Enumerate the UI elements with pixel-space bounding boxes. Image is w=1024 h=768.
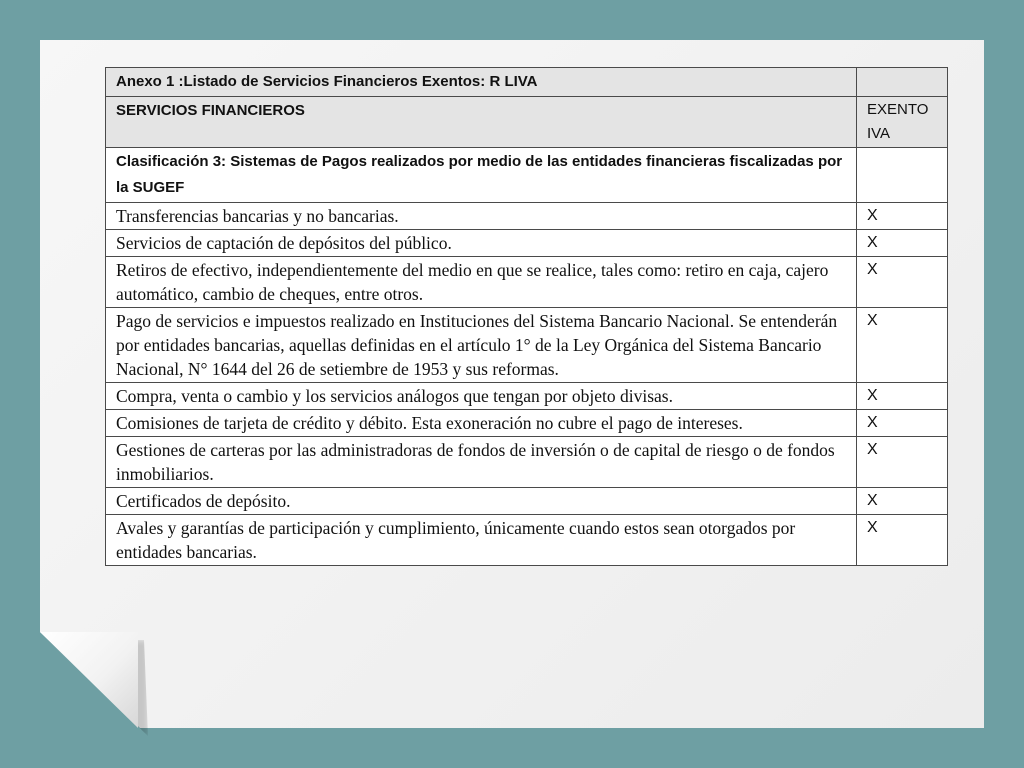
table-row bbox=[106, 230, 948, 257]
service-cell: Compra, venta o cambio y los servicios análogos que tengan por objeto divisas. bbox=[106, 383, 857, 410]
table-row bbox=[106, 383, 948, 410]
classification-row bbox=[106, 148, 948, 203]
exempt-mark: X bbox=[857, 410, 948, 437]
service-cell: Avales y garantías de participación y cumplimiento, únicamente cuando estos sean otorgados por entidades bancarias. bbox=[106, 515, 857, 566]
table-row bbox=[106, 410, 948, 437]
classification-label: Clasificación 3: Sistemas de Pagos realizados por medio de las entidades financieras fiscalizadas por la SUGEF bbox=[106, 148, 857, 203]
exempt-column-header bbox=[857, 97, 948, 148]
exempt-mark: X bbox=[857, 230, 948, 257]
exempt-services-table bbox=[105, 67, 948, 566]
exempt-header-line2: IVA bbox=[867, 125, 891, 142]
table-row bbox=[106, 257, 948, 308]
table-title: Anexo 1 :Listado de Servicios Financieros Exentos: R LIVA bbox=[106, 68, 857, 97]
service-cell: Retiros de efectivo, independientemente del medio en que se realice, tales como: retiro en caja, cajero automático, cambio de cheques, entre otros. bbox=[106, 257, 857, 308]
header-row bbox=[106, 97, 948, 148]
exempt-mark: X bbox=[857, 488, 948, 515]
services-column-header: SERVICIOS FINANCIEROS bbox=[106, 97, 857, 148]
table-row bbox=[106, 437, 948, 488]
service-cell: Comisiones de tarjeta de crédito y débito. Esta exoneración no cubre el pago de intereses. bbox=[106, 410, 857, 437]
exempt-mark: X bbox=[857, 203, 948, 230]
exempt-mark: X bbox=[857, 515, 948, 566]
exempt-mark: X bbox=[857, 437, 948, 488]
exempt-mark: X bbox=[857, 383, 948, 410]
table-row bbox=[106, 488, 948, 515]
service-cell: Transferencias bancarias y no bancarias. bbox=[106, 203, 857, 230]
classification-empty-cell bbox=[857, 148, 948, 203]
exempt-mark: X bbox=[857, 308, 948, 383]
service-cell: Certificados de depósito. bbox=[106, 488, 857, 515]
service-cell: Pago de servicios e impuestos realizado en Instituciones del Sistema Bancario Nacional. Se entenderán por entidades bancarias, aquellas definidas en el artículo 1° de la Ley Orgánica del Sistema Bancario Nacional, N° 1644 del 26 de setiembre de 1953 y sus reformas. bbox=[106, 308, 857, 383]
service-cell: Servicios de captación de depósitos del público. bbox=[106, 230, 857, 257]
exempt-header-line1: EXENTO bbox=[867, 101, 929, 118]
service-cell: Gestiones de carteras por las administradoras de fondos de inversión o de capital de riesgo o de fondos inmobiliarios. bbox=[106, 437, 857, 488]
table-row bbox=[106, 203, 948, 230]
table-row bbox=[106, 308, 948, 383]
exempt-mark: X bbox=[857, 257, 948, 308]
table-row bbox=[106, 515, 948, 566]
title-row bbox=[106, 68, 948, 97]
title-row-empty-cell bbox=[857, 68, 948, 97]
